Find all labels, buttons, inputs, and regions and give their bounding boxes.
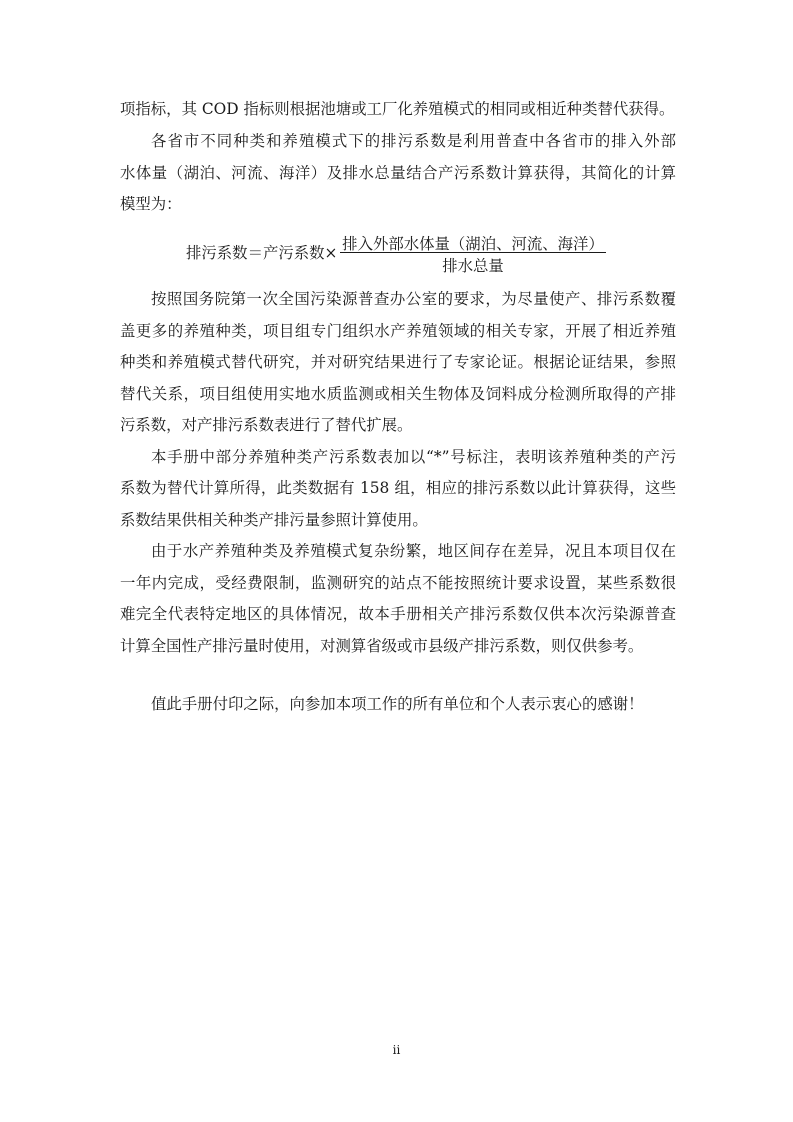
formula-lhs: 排污系数＝产污系数× — [186, 244, 338, 262]
formula-numerator: 排入外部水体量（湖泊、河流、海洋） — [342, 235, 604, 253]
paragraph-line: 盖更多的养殖种类，项目组专门组织水产养殖领域的相关专家，开展了相近养殖 — [120, 322, 676, 340]
formula-denominator: 排水总量 — [442, 257, 504, 275]
paragraph-line: 项指标，其 COD 指标则根据池塘或工厂化养殖模式的相同或相近种类替代获得。 — [120, 100, 675, 118]
paragraph-line: 种类和养殖模式替代研究，并对研究结果进行了专家论证。根据论证结果，参照 — [120, 353, 676, 371]
paragraph-line: 难完全代表特定地区的具体情况，故本手册相关产排污系数仅供本次污染源普查 — [120, 605, 676, 623]
paragraph-line: 本手册中部分养殖种类产污系数表加以“*”号标注，表明该养殖种类的产污 — [151, 448, 676, 466]
paragraph-line: 水体量（湖泊、河流、海洋）及排水总量结合产污系数计算获得，其简化的计算 — [120, 164, 676, 182]
paragraph-line: 计算全国性产排污量时使用，对测算省级或市县级产排污系数，则仅供参考。 — [120, 637, 644, 655]
paragraph-line: 模型为： — [120, 195, 182, 213]
paragraph-line: 各省市不同种类和养殖模式下的排污系数是利用普查中各省市的排入外部 — [151, 132, 676, 150]
paragraph-line: 按照国务院第一次全国污染源普查办公室的要求，为尽量使产、排污系数覆 — [151, 290, 676, 308]
formula — [0, 232, 793, 276]
paragraph-line: 系数为替代计算所得，此类数据有 158 组，相应的排污系数以此计算获得，这些 — [120, 479, 676, 497]
paragraph-line: 替代关系，项目组使用实地水质监测或相关生物体及饲料成分检测所取得的产排 — [120, 385, 676, 403]
paragraph-line: 一年内完成，受经费限制，监测研究的站点不能按照统计要求设置，某些系数很 — [120, 574, 676, 592]
fraction-bar — [340, 252, 606, 253]
page-number: ii — [392, 1043, 401, 1057]
paragraph-line: 污系数，对产排污系数表进行了替代扩展。 — [120, 416, 413, 434]
paragraph-line: 由于水产养殖种类及养殖模式复杂纷繁，地区间存在差异，况且本项目仅在 — [151, 542, 676, 560]
paragraph-line: 值此手册付印之际，向参加本项工作的所有单位和个人表示衷心的感谢！ — [151, 695, 644, 713]
paragraph-line: 系数结果供相关种类产排污量参照计算使用。 — [120, 511, 428, 529]
